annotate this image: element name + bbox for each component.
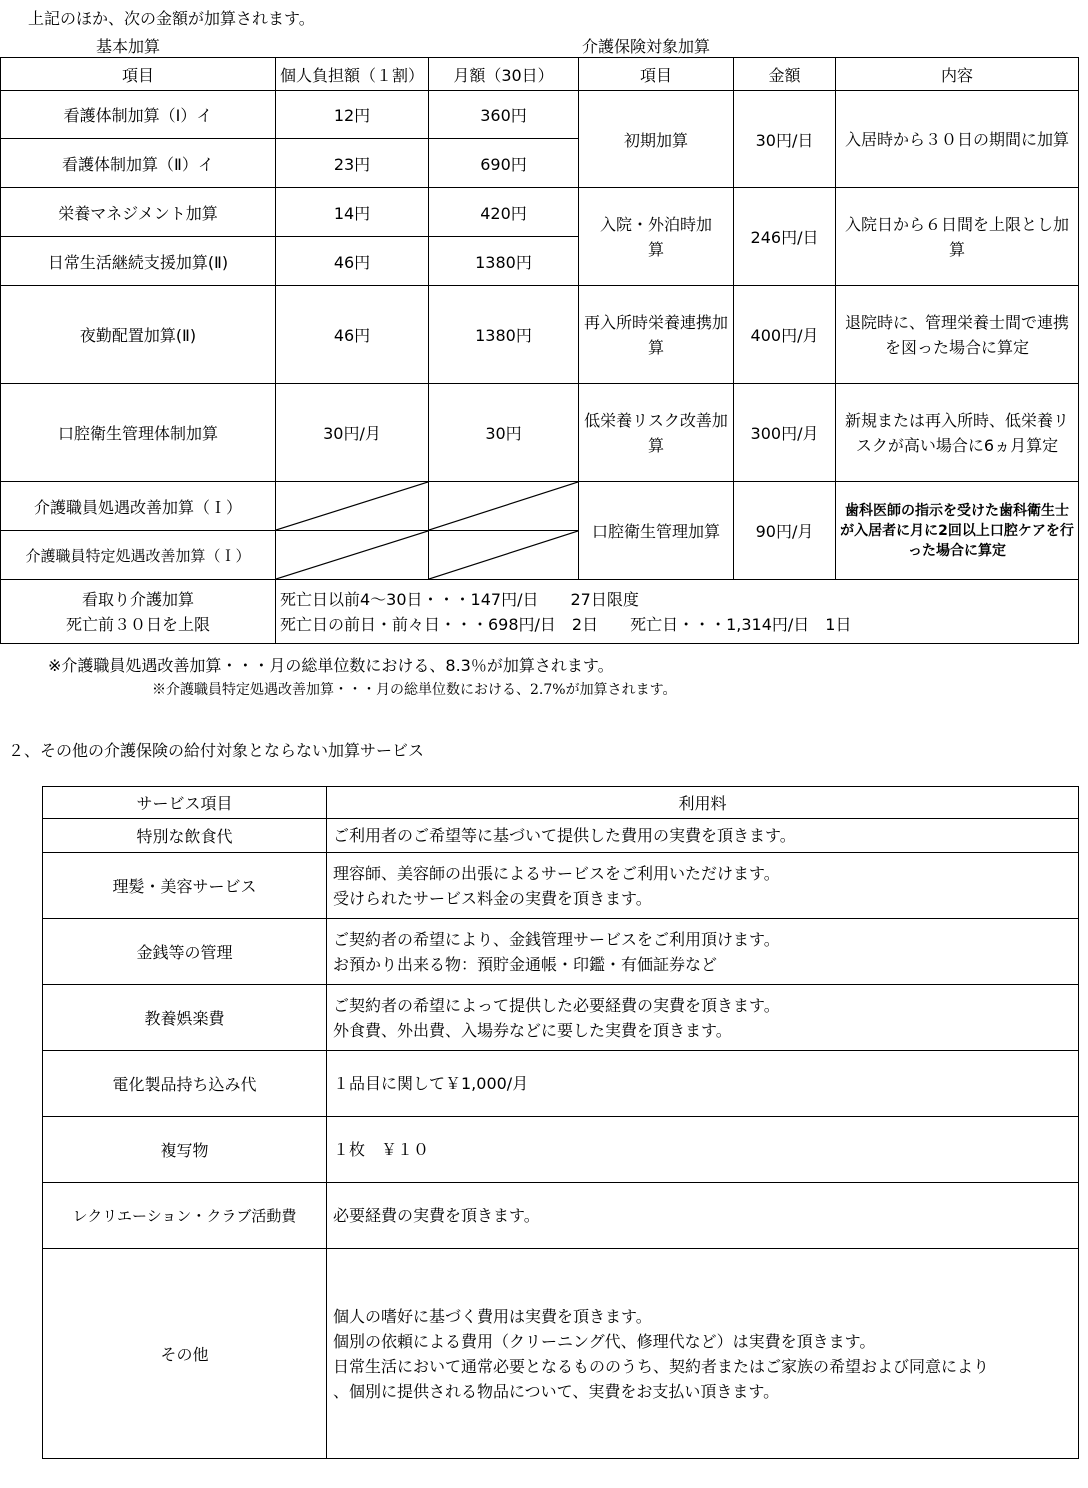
service-fee [327, 1117, 1079, 1183]
table-row [43, 1117, 1079, 1183]
table-row [43, 1051, 1079, 1117]
heading-insured: 介護保険対象加算 [582, 37, 711, 56]
diagonal-empty-cell [429, 482, 579, 531]
basic-item: 夜勤配置加算(Ⅱ) [1, 286, 276, 384]
service-item: 教養娯楽費 [43, 985, 327, 1051]
diagonal-empty-cell [429, 531, 579, 580]
fee-line: １枚 ￥１０ [333, 1140, 430, 1159]
other-services-table [42, 786, 1079, 1459]
basic-monthly: 690円 [429, 139, 579, 188]
basic-amount: 46円 [276, 237, 429, 286]
table-row [43, 853, 1079, 919]
header-monthly: 月額（30日） [429, 58, 579, 91]
service-fee [327, 919, 1079, 985]
insured-item: 低栄養リスク改善加算 [579, 384, 734, 482]
fee-line: ご契約者の希望によって提供した必要経費の実費を頂きます。 [333, 995, 780, 1015]
basic-amount: 30円/月 [276, 384, 429, 482]
insured-item: 再入所時栄養連携加算 [579, 286, 734, 384]
basic-item: 介護職員処遇改善加算（Ｉ） [1, 482, 276, 531]
header-insured-item: 項目 [579, 58, 734, 91]
fee-line: 個人の嗜好に基づく費用は実費を頂きます。 [333, 1306, 652, 1326]
basic-item: 栄養マネジメント加算 [1, 188, 276, 237]
header-fee: 利用料 [327, 787, 1079, 819]
service-fee [327, 1051, 1079, 1117]
insured-content: 入居時から３０日の期間に加算 [836, 91, 1079, 188]
heading-basic: 基本加算 [96, 37, 161, 56]
service-item: 複写物 [43, 1117, 327, 1183]
basic-monthly: 30円 [429, 384, 579, 482]
diagonal-empty-cell [276, 482, 429, 531]
table-header-row [43, 787, 1079, 819]
fee-line: 、個別に提供される物品について、実費をお支払い頂きます。 [333, 1381, 780, 1401]
service-item: レクリエーション・クラブ活動費 [43, 1183, 327, 1249]
section2-title: ２、その他の介護保険の給付対象とならない加算サービス [8, 741, 425, 760]
note-specific-treatment: ※介護職員特定処遇改善加算・・・月の総単位数における、2.7%が加算されます。 [152, 682, 677, 698]
basic-amount: 14円 [276, 188, 429, 237]
insured-content: 入院日から６日間を上限とし加算 [836, 188, 1079, 286]
insured-content: 歯科医師の指示を受けた歯科衛生士が入居者に月に2回以上口腔ケアを行った場合に算定 [836, 482, 1079, 580]
service-item: 特別な飲食代 [43, 819, 327, 853]
fee-line: ご利用者のご希望等に基づいて提供した費用の実費を頂きます。 [333, 826, 796, 845]
service-fee [327, 853, 1079, 919]
addition-table [0, 57, 1079, 644]
basic-monthly: 420円 [429, 188, 579, 237]
fee-line: 日常生活において通常必要となるもののうち、契約者またはご家族の希望および同意により [333, 1356, 990, 1376]
mitori-detail-line2: 死亡日の前日・前々日・・・698円/日 2日 死亡日・・・1,314円/日 1日 [280, 614, 852, 634]
table-row [1, 482, 1079, 531]
intro-text: 上記のほか、次の金額が加算されます。 [28, 9, 315, 28]
mitori-label-line2: 死亡前３０日を上限 [65, 614, 210, 634]
service-fee [327, 819, 1079, 853]
table-row [1, 91, 1079, 139]
insured-amount: 400円/月 [734, 286, 836, 384]
insured-item: 初期加算 [579, 91, 734, 188]
fee-line: 必要経費の実費を頂きます。 [333, 1206, 540, 1225]
mitori-row [1, 580, 1079, 644]
fee-line: 受けられたサービス料金の実費を頂きます。 [333, 888, 652, 908]
mitori-detail-line1: 死亡日以前4～30日・・・147円/日 27日限度 [280, 589, 639, 609]
diagonal-empty-cell [276, 531, 429, 580]
header-personal: 個人負担額（１割） [276, 58, 429, 91]
table-row [43, 1183, 1079, 1249]
mitori-detail [276, 580, 1079, 644]
insured-amount: 90円/月 [734, 482, 836, 580]
basic-amount: 12円 [276, 91, 429, 139]
fee-line: １品目に関して￥1,000/月 [333, 1074, 529, 1093]
insured-item: 入院・外泊時加算 [579, 188, 734, 286]
basic-monthly: 1380円 [429, 286, 579, 384]
table-row [1, 188, 1079, 237]
header-amount: 金額 [734, 58, 836, 91]
basic-monthly: 360円 [429, 91, 579, 139]
insured-amount: 300円/月 [734, 384, 836, 482]
fee-line: お預かり出来る物：預貯金通帳・印鑑・有価証券など [333, 954, 718, 974]
mitori-label-line1: 看取り介護加算 [81, 589, 194, 609]
basic-item: 看護体制加算（Ⅱ）イ [1, 139, 276, 188]
table-row [1, 384, 1079, 482]
table-row [43, 1249, 1079, 1459]
header-item: 項目 [1, 58, 276, 91]
fee-line: 理容師、美容師の出張によるサービスをご利用いただけます。 [333, 863, 780, 883]
header-service-item: サービス項目 [43, 787, 327, 819]
service-item: 理髪・美容サービス [43, 853, 327, 919]
table-header-row [1, 58, 1079, 91]
basic-item: 介護職員特定処遇改善加算（Ｉ） [1, 531, 276, 580]
fee-line: 個別の依頼による費用（クリーニング代、修理代など）は実費を頂きます。 [333, 1331, 876, 1351]
mitori-label [1, 580, 276, 644]
table-row [43, 819, 1079, 853]
fee-line: 外食費、外出費、入場券などに要した実費を頂きます。 [333, 1020, 732, 1040]
insured-amount: 30円/日 [734, 91, 836, 188]
table-row [43, 919, 1079, 985]
insured-item: 口腔衛生管理加算 [579, 482, 734, 580]
table-row [1, 286, 1079, 384]
service-fee [327, 985, 1079, 1051]
fee-line: ご契約者の希望により、金銭管理サービスをご利用頂けます。 [333, 929, 780, 949]
service-item: その他 [43, 1249, 327, 1459]
header-content: 内容 [836, 58, 1079, 91]
basic-item: 看護体制加算（Ⅰ）イ [1, 91, 276, 139]
note-treatment: ※介護職員処遇改善加算・・・月の総単位数における、8.3％が加算されます。 [48, 656, 614, 675]
basic-amount: 23円 [276, 139, 429, 188]
service-item: 金銭等の管理 [43, 919, 327, 985]
basic-item: 口腔衛生管理体制加算 [1, 384, 276, 482]
basic-amount: 46円 [276, 286, 429, 384]
service-fee [327, 1183, 1079, 1249]
insured-content: 退院時に、管理栄養士間で連携を図った場合に算定 [836, 286, 1079, 384]
service-item: 電化製品持ち込み代 [43, 1051, 327, 1117]
basic-monthly: 1380円 [429, 237, 579, 286]
insured-content: 新規または再入所時、低栄養リスクが高い場合に6ヵ月算定 [836, 384, 1079, 482]
table-row [43, 985, 1079, 1051]
insured-amount: 246円/日 [734, 188, 836, 286]
service-fee [327, 1249, 1079, 1459]
basic-item: 日常生活継続支援加算(Ⅱ) [1, 237, 276, 286]
